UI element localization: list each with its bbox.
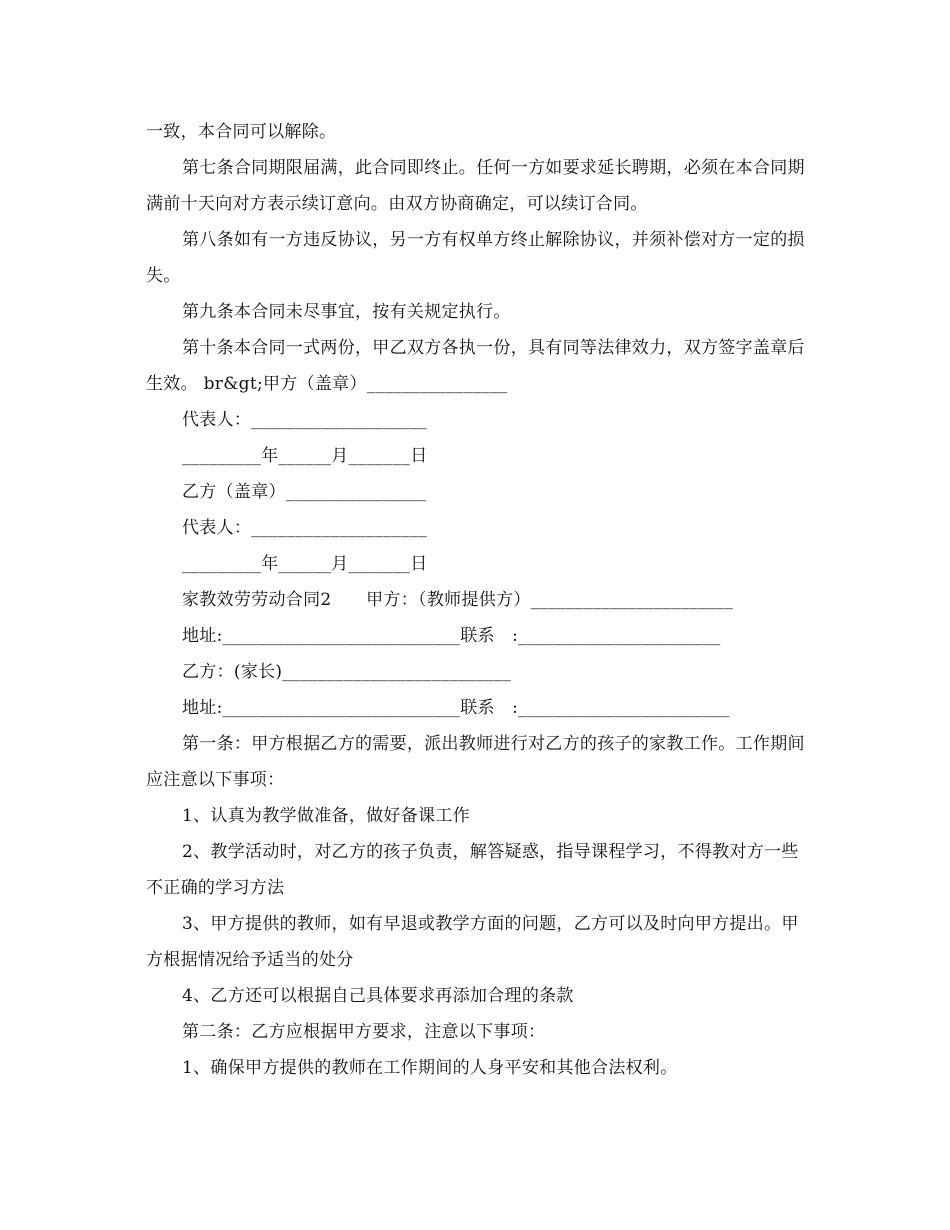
- paragraph-article-8: 第八条如有一方违反协议，另一方有权单方终止解除协议，并须补偿对方一定的损失。: [146, 230, 805, 286]
- paragraph-clause-2: 第二条：乙方应根据甲方要求，注意以下事项：: [182, 1022, 546, 1042]
- paragraph-article-10: 第十条本合同一式两份，甲乙双方各执一份，具有同等法律效力，双方签字盖章后生效。 br&gt;甲方（盖章）________________: [146, 338, 805, 394]
- paragraph-article-7: 第七条合同期限届满，此合同即终止。任何一方如要求延长聘期，必须在本合同期满前十天向对方表示续订意向。由双方协商确定，可以续订合同。: [146, 158, 805, 214]
- party-a-date-line: _________年______月_______日: [182, 446, 428, 466]
- party-b-seal-line: 乙方（盖章）________________: [182, 482, 427, 502]
- list-item-2: 2、教学活动时，对乙方的孩子负责，解答疑惑，指导课程学习，不得教对方一些不正确的学习方法: [146, 842, 799, 898]
- party-b-parent-line: 乙方：(家长)__________________________: [182, 662, 512, 682]
- paragraph-clause-1: 第一条：甲方根据乙方的需要，派出教师进行对乙方的孩子的家教工作。工作期间应注意以下事项：: [146, 734, 805, 790]
- list-item-clause-2-1: 1、确保甲方提供的教师在工作期间的人身平安和其他合法权利。: [182, 1058, 678, 1078]
- party-b-address-line: 地址:___________________________联系 :________________________: [182, 698, 730, 718]
- document-body: [146, 114, 806, 1086]
- party-a-representative-line: 代表人：____________________: [182, 410, 428, 430]
- party-a-address-line: 地址:___________________________联系 :_______________________: [182, 626, 721, 646]
- paragraph-continuation: 一致，本合同可以解除。: [146, 122, 337, 142]
- list-item-3: 3、甲方提供的教师，如有早退或教学方面的问题，乙方可以及时向甲方提出。甲方根据情况给予适当的处分: [146, 914, 799, 970]
- list-item-4: 4、乙方还可以根据自己具体要求再添加合理的条款: [182, 986, 574, 1006]
- list-item-1: 1、认真为教学做准备，做好备课工作: [182, 806, 470, 826]
- paragraph-article-9: 第九条本合同未尽事宜，按有关规定执行。: [182, 302, 511, 322]
- contract-2-title-party-a: 家教效劳劳动合同2 甲方：（教师提供方）_______________________: [182, 590, 734, 610]
- party-b-date-line: _________年______月_______日: [182, 554, 428, 574]
- party-b-representative-line: 代表人：____________________: [182, 518, 428, 538]
